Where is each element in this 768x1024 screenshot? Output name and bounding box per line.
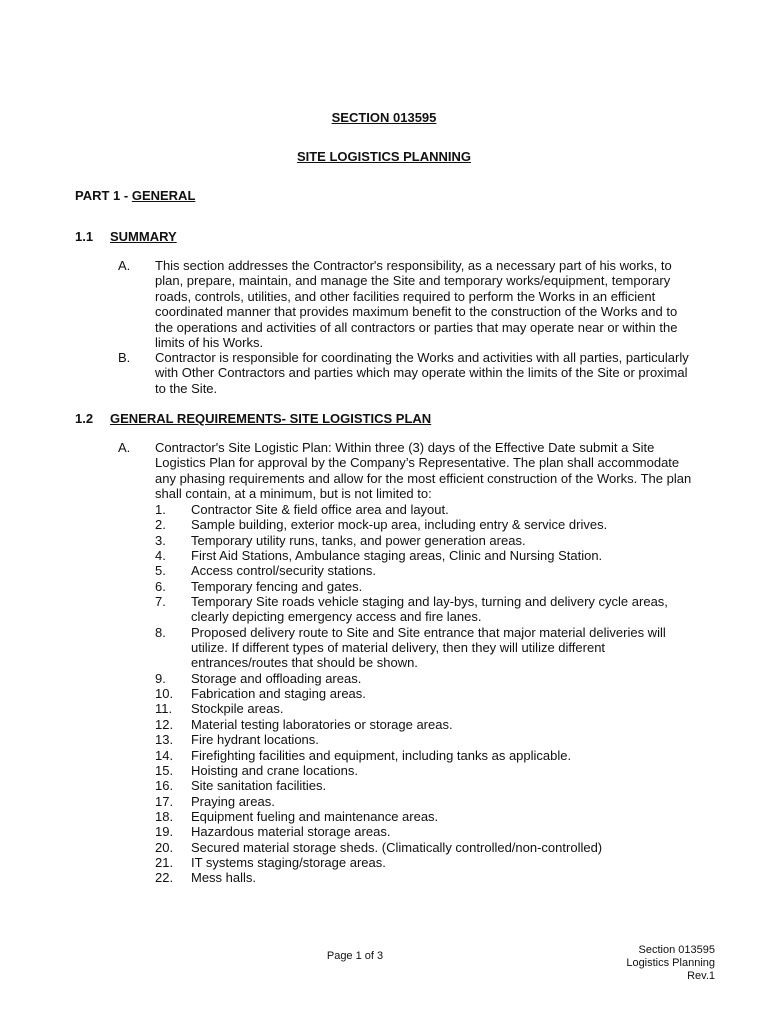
list-item-text: Contractor Site & field office area and layout.	[191, 502, 449, 517]
list-item	[155, 824, 700, 839]
list-item-number: 12.	[155, 716, 174, 732]
list-item-text: Temporary fencing and gates.	[191, 578, 363, 594]
footer-revision: Rev.1	[687, 970, 715, 982]
list-item-text: Secured material storage sheds. (Climatically controlled/non-controlled)	[191, 839, 603, 855]
list-item	[155, 840, 700, 855]
list-item-text: Storage and offloading areas.	[191, 670, 362, 686]
list-item-number: 2.	[155, 517, 166, 533]
list-item-text: Material testing laboratories or storage areas.	[191, 716, 453, 732]
list-item	[155, 502, 700, 517]
list-item-text: Mess halls.	[191, 870, 257, 886]
paragraph-text: This section addresses the Contractor's responsibility, as a necessary part of his works, to plan, prepare, maintain, and manage the Site and temporary works/equipment, temporary roads, controls, utilities, and other facilities required to perform the Works in an efficient coordinated manner that provides maximum benefit to the construction of the Works and to the operations and activities of all contractors or parties that may operate near or within the limits of his Works.	[155, 258, 678, 351]
list-item-text: Temporary Site roads vehicle staging and lay-bys, turning and delivery cycle areas, clearly depicting emergency access and fire lanes.	[191, 594, 668, 625]
list-item-text: Firefighting facilities and equipment, including tanks as applicable.	[191, 747, 572, 763]
list-item-text: Hoisting and crane locations.	[191, 762, 358, 778]
list-item-text: Fire hydrant locations.	[191, 732, 319, 748]
list-item-number: 6.	[155, 578, 166, 594]
list-item-number: 10.	[155, 686, 174, 702]
list-item	[155, 533, 700, 548]
list-item-text: Proposed delivery route to Site and Site entrance that major material deliveries will utilize. If different types of material delivery, then they will utilize different entrances/routes that should be shown.	[191, 624, 666, 671]
list-item-number: 14.	[155, 747, 174, 763]
list-item	[155, 870, 700, 885]
list-item-number: 21.	[155, 854, 174, 870]
list-item-number: 5.	[155, 563, 166, 579]
list-item-number: 22.	[155, 870, 174, 886]
list-item	[155, 717, 700, 732]
summary-paragraph-a	[118, 258, 698, 350]
heading-number: 1.2	[75, 411, 94, 426]
list-item	[155, 579, 700, 594]
list-item	[155, 563, 700, 578]
list-item-number: 15.	[155, 762, 174, 778]
list-item	[155, 748, 700, 763]
list-item-text: Site sanitation facilities.	[191, 778, 327, 794]
list-item-number: 17.	[155, 793, 174, 809]
list-item	[155, 671, 700, 686]
list-item-text: Access control/security stations.	[191, 563, 376, 579]
list-item-number: 19.	[155, 824, 174, 840]
list-item	[155, 701, 700, 716]
list-item	[155, 809, 700, 824]
list-item	[155, 594, 700, 625]
list-item	[155, 778, 700, 793]
list-item	[155, 548, 700, 563]
paragraph-text: Contractor is responsible for coordinating the Works and activities with all parties, particularly with Other Contractors and parties which may operate within the limits of the Site or proximal to the Site.	[155, 350, 689, 396]
list-item	[155, 794, 700, 809]
list-item	[155, 625, 700, 671]
footer-reference	[560, 944, 715, 983]
page-number: Page 1 of 3	[326, 950, 384, 962]
footer-title: Logistics Planning	[626, 957, 715, 969]
list-item-text: Fabrication and staging areas.	[191, 686, 366, 702]
list-item-text: Praying areas.	[191, 793, 275, 809]
list-item-number: 16.	[155, 778, 174, 794]
paragraph-letter: A.	[118, 440, 131, 455]
list-item-text: Equipment fueling and maintenance areas.	[191, 808, 439, 824]
list-item-text: IT systems staging/storage areas.	[191, 854, 386, 870]
list-item-number: 8.	[155, 624, 166, 640]
list-item-text: Sample building, exterior mock-up area, including entry & service drives.	[191, 517, 608, 533]
paragraph-letter: B.	[118, 350, 131, 365]
part-heading	[75, 188, 195, 203]
footer-section: Section 013595	[638, 944, 715, 956]
plan-requirements-list	[155, 502, 700, 886]
list-item	[155, 517, 700, 532]
list-item-text: First Aid Stations, Ambulance staging areas, Clinic and Nursing Station.	[191, 548, 603, 564]
document-title: SITE LOGISTICS PLANNING	[296, 149, 472, 164]
list-item-number: 9.	[155, 670, 166, 686]
list-item-text: Hazardous material storage areas.	[191, 824, 391, 840]
list-item	[155, 763, 700, 778]
part-prefix: PART 1 -	[75, 188, 132, 203]
list-item-text: Stockpile areas.	[191, 701, 284, 717]
heading-number: 1.1	[75, 229, 94, 244]
paragraph-text: Contractor's Site Logistic Plan: Within three (3) days of the Effective Date submit a Site Logistics Plan for approval by the Company’s Representative. The plan shall accommodate any phasing requirements and allow for the most efficient construction of the Works. The plan shall contain, at a minimum, but is not limited to:	[155, 440, 692, 502]
plan-paragraph-a	[118, 440, 698, 502]
list-item	[155, 686, 700, 701]
heading-summary	[75, 229, 177, 244]
list-item	[155, 855, 700, 870]
paragraph-letter: A.	[118, 258, 131, 273]
list-item-number: 3.	[155, 532, 166, 548]
list-item	[155, 732, 700, 747]
heading-title: GENERAL REQUIREMENTS- SITE LOGISTICS PLAN	[110, 411, 432, 426]
list-item-number: 7.	[155, 594, 166, 610]
heading-title: SUMMARY	[110, 229, 177, 244]
section-number: SECTION 013595	[331, 110, 437, 125]
list-item-number: 4.	[155, 548, 166, 564]
list-item-number: 11.	[155, 701, 173, 717]
list-item-number: 20.	[155, 839, 174, 855]
list-item-number: 18.	[155, 808, 174, 824]
list-item-number: 13.	[155, 732, 174, 748]
list-item-text: Temporary utility runs, tanks, and power generation areas.	[191, 532, 526, 548]
summary-paragraph-b	[118, 350, 698, 396]
part-name: GENERAL	[131, 188, 196, 203]
list-item-number: 1.	[155, 502, 166, 517]
heading-site-logistics-plan	[75, 411, 431, 426]
